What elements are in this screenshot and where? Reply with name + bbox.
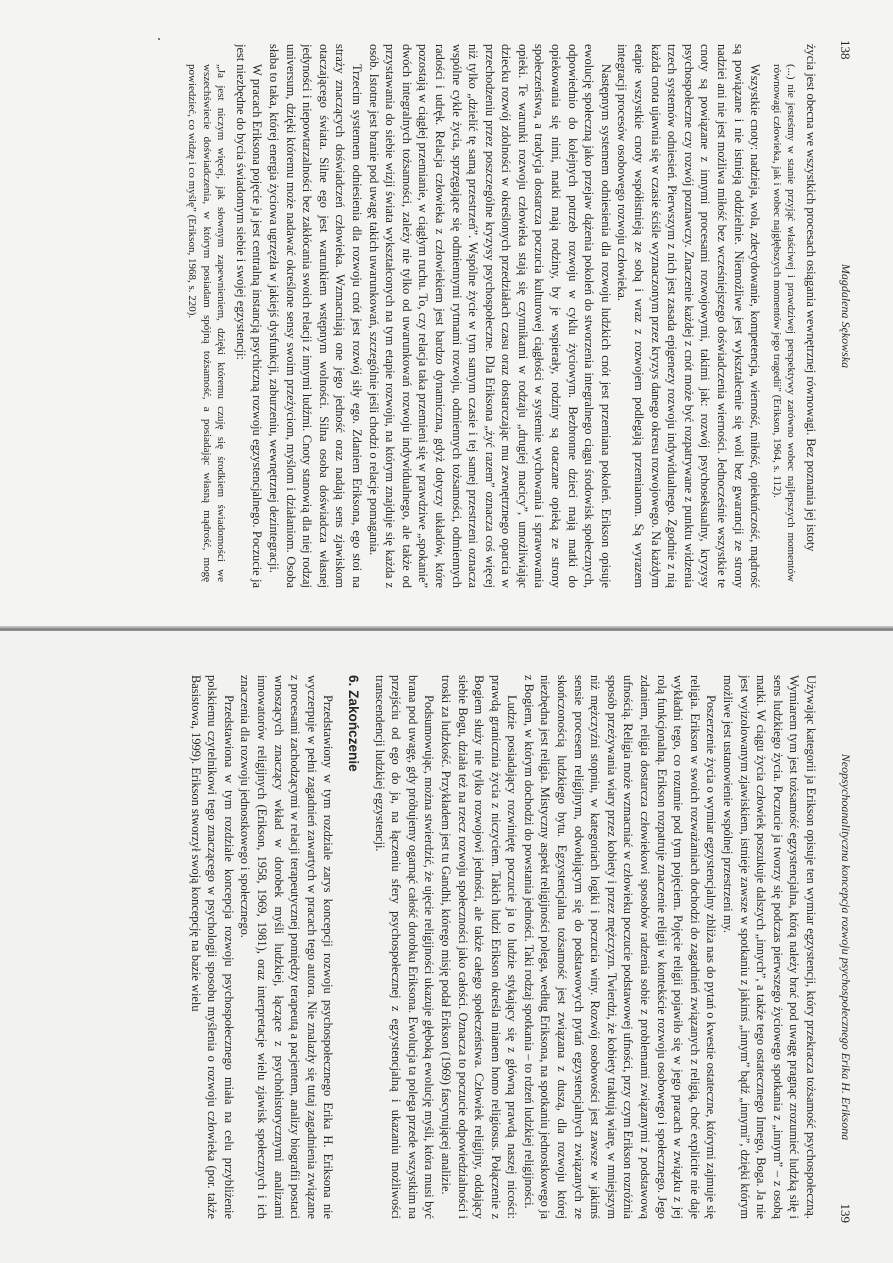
- paragraph: Wszystkie cnoty: nadzieja, wola, zdecydowanie, kompetencja, wierność, miłość, opiekuńczość, mądrość są powiązane i nie istnieją oddzielnie. Niemożliwe jest wykształcenie się woli bez gwarancji ze strony nadziei ani nie jest możliwa miłość bez wcześniejszego doświadczenia wierności. Jednocześnie wszystkie te cnoty są powiązane z innymi procesami rozwojowymi, takimi jak: rozwój psychoseksualny, kryzysy psychospołeczne czy rozwój poznawczy. Znaczenie każdej z cnót może być rozpatrywane z punktu widzenia trzech systemów odniesień. Pierwszym z nich jest zasada epigenezy rozwoju indywidualnego. Zgodnie z nią każda cnota ujawnia się w czasie ściśle wyznaczonym przez kryzys danego okresu rozwojowego. Na każdym etapie wszystkie cnoty współistnieją ze sobą i wraz z rozwojem podlegają przemianom. Są wyrazem integracji procesów osobowego rozwoju człowieka.: [615, 44, 763, 588]
- page-body: [30, 44, 819, 588]
- running-head-title: Neopsychoanalityczna koncepcja rozwoju psychospołecznego Erika H. Eriksona: [839, 753, 853, 1141]
- paragraph: Poszerzenie życia o wymiar egzystencjalny zbliża nas do pytań o kwestie ostateczne, którymi zajmuje się religia. Erikson w swoich rozważaniach dochodzi do zagadnień związanych z religią, choć explicite nie daje wykładni tego, co rozumie pod tym pojęciem. Pojęcie religii pojawiło się w jego pracach w związku z jej rolą funkcjonalną. Erikson rozpatruje znaczenie religii w kontekście rozwoju osobowego i społecznego. Jego zdaniem, religia dostarcza człowiekowi sposobów radzenia sobie z problemami związanymi z podstawową ufnością. Religia może wzmacniać w człowieku poczucie podstawowej ufności, przy czym Erikson rozróżnia sposób przeżywania wiary przez kobiety i przez mężczyzn. Twierdzi, że kobiety traktują wiarę, w mniejszym niż mężczyźni stopniu, w kategoriach logiki i poczucia winy. Rozwój osobowości jest zawsze w jakimś sensie procesem religijnym, odwołującym się do podstawowych pytań egzystencjalnych związanych ze skończonością ludzkiego bytu. Egzystencjalna tożsamość jest związana z duszą, dla rozwoju której niezbędna jest religia. Mistyczny aspekt religijności polega, według Eriksona, na spotkaniu jednostkowego ja z Bogiem, w którym dochodzi do powstania jedności. Taki rodzaj spotkania – to rdzeń ludzkiej religijności.: [521, 675, 719, 1219]
- paragraph: Następnym systemem odniesienia dla rozwoju ludzkich cnót jest przemiana pokoleń. Erikson opisuje ewolucję społeczną jako przejaw dążenia pokoleń do stworzenia integralnego ciągu środowisk społecznych, odpowiednio do kolejnych potrzeb rozwoju w cyklu życiowym. Bezbronne dzieci mają matki do opiekowania się nimi, matki mają rodziny, by je wspierały, rodziny są otaczane opieką ze strony społeczeństwa, a tradycja dostarcza poczucia kulturowej ciągłości w systemie wychowania i sprawowania opieki. Te warunki rozwoju człowieka stają się czynnikami w rodzaju „drugiej macicy”, umożliwiając dziecku rozwój zdolności w określonych przedziałach czasu oraz dostarczając mu zewnętrznego oparcia w przechodzeniu przez poszczególne kryzysy psychospołeczne. Dla Eriksona „żyć razem” oznacza coś więcej niż tylko „dzielić tę samą przestrzeń”. Wspólne życie w tym samym czasie i tej samej przestrzeni oznacza wspólne cykle życia, sprzęgające się odmiennymi rytmami rozwoju, odmiennych tożsamości, odmiennych radości i udręk. Relacja człowieka z człowiekiem jest bardzo dynamiczna, gdyż dotyczy układów, które pozostają w ciągłej przemianie, w ciągłym ruchu. To, czy relacja taka przemieni się w prawdziwe „spokanie” dwóch integralnych tożsamości, zależy nie tylko od uwarunkowań rozwoju indywidualnego, ale także od przystawania do siebie wizji świata wykształconych na tym etapie rozwoju, na którym znajduje się każda z osób. Istotne jest branie pod uwagę takich uwarunkowań, szczególnie jeśli chodzi o relacje pomagania.: [366, 44, 613, 588]
- section-heading: 6. Zakończenie: [345, 675, 361, 772]
- paragraph: W pracach Eriksona pojęcie ja jest centralną instancją psychiczną rozwoju egzystencjalnego. Poczucie ja jest niezbędne do bycia świadomym siebie i swojej egzystencji:: [233, 44, 265, 588]
- paragraph: Trzecim systemem odniesienia dla rozwoju cnót jest rozwój siły ego. Zdaniem Eriksona, ego stoi na straży znaczących doświadczeń człowieka. Wzmacniają one jego jedność oraz nadają sens zjawiskom otaczającego świata. Silne ego jest warunkiem wstępnym wolności. Silna osoba doświadcza własnej jedyności i niepowtarzalności bez zakłócania swoich relacji z innymi ludźmi. Cnoty stanowią dla niej rodzaj universum, dzięki któremu może nadawać określone sensy swoim przeżyciom, myślom i działaniom. Osoba słaba to taka, której energia życiowa ugrzęzła w jakiejś dysfunkcji, zaburzeniu, wewnętrznej dezintegracji.: [267, 44, 364, 588]
- running-header: [831, 671, 853, 1223]
- paragraph: Podsumowując, można stwierdzić, że ujęcie religijności ukazuje głęboką ewolucję myśli, która musi być brana pod uwagę, gdy próbujemy ogarnąć całość dorobku Eriksona. Ewolucja ta polega przede wszystkim na przejściu od ego do ja, na łączeniu sfery psychospołecznej z egzystencjalną i ukazaniu możliwości transcendencji ludzkiej egzystencji.: [372, 675, 437, 1219]
- running-header: [831, 40, 853, 592]
- paragraph: Ludzie posiadający rozwiniętę poczucie ja to ludzie stykający się z główną prawdą naszej nicości: prawdą granicznia życia z niczyciem. Takich ludzi Erikson określa mianem homo religiosus. Połączenie z Bogiem służy nie tylko rozwojowi jedności, ale także całego społeczeństwa. Człowiek religijny, oddający siebie Bogu, działa też na rzecz rozwoju społeczności jako całości. Oznacza to poczucie odpowiedzialności i troski za ludzkość. Przykładem jest tu Gandhi, którego misję podał Erikson (1969) fascynującej analizie.: [438, 675, 520, 1219]
- block-quote: (...) nie jesteśmy w stanie przyjąć właściwej i prawdziwej perspektywy zarówno wobec najlepszych momentów równowagi człowieka, jak i wobec najgłębszych momentów jego tragedii" (Erikson, 1964, s. 112).: [770, 64, 798, 582]
- page-number: 138: [838, 40, 853, 60]
- page-139: [0, 631, 893, 1263]
- paragraph: Używając kategorii ja Erikson opisuje ten wymiar egzystencji, który przekracza tożsamość psychospołeczną. Wymiarem tym jest tożsamość egzystencjalna, którą należy brać pod uwagę pragnąc zrozumieć ludzką siłę i sens ludzkiego życia. Poczucie ja tworzy się podczas pierwszego życiowego spotkania z „innym” – z osobą matki. W ciągu życia człowiek poszukuje dalszych „innych”, a także tego ostatecznego Innego, Boga. Ja nie jest wyizolowanym zjawiskiem, istnieje zawsze w spotkaniu z jakimś „innym” bądź „innymi”, dzięki którym możliwe jest ustanowienie wspólnej przestrzeni my.: [721, 675, 818, 1219]
- scan-speck: [158, 38, 160, 40]
- block-quote: „Ja jest niczym więcej, jak słownym zapewnieniem, dzięki któremu czuję się środkiem świadomości we wszechświecie doświadczenia, w którym posiadam spójną tożsamość, a posiadając własną mądrość, mogę powiedzieć, co widzę i co myślę” (Erikson, 1968, s. 220).: [186, 64, 228, 582]
- page-body: [30, 675, 819, 1219]
- paragraph: Przedstawiona w tym rozdziale koncepcja rozwoju psychospołecznego miała na celu przybliżenie polskiemu czytelnikowi tego znaczącego w psychologii sposobu myślenia o rozwoju człowieka (por. także Basistowa, 1999). Erikson stworzył swoją koncepcję na bazie wielu: [188, 675, 236, 1219]
- running-head-author: Magdalena Sękowska: [839, 263, 853, 369]
- paragraph: Przedstawiony w tym rozdziale zarys koncepcji rozwoju psychospołecznego Erika H. Eriksona nie wyczerpuje w pełni zagadnień zawartych w pracach tego autora. Nie znalazły się tutaj zagadnienia związane z procesami zachodzącymi w relacji terapeutycznej pomiędzy terapeutą a pacjentem, analizy biografii postaci wnoszących znaczący wkład w dorobek myśli ludzkiej, łączące z psychohistorycznymi analizami innowatorów religijnych (Erikson, 1958, 1969, 1981), oraz interpretacje wielu zjawisk społecznych i ich znaczenia dla rozwoju jednostkowego i społecznego.: [238, 675, 336, 1219]
- paragraph: życia jest obecna we wszystkich procesach osiągania wewnętrznej równowagi. Bez poznania jej istoty: [804, 44, 818, 552]
- page-139-content: [0, 631, 893, 1263]
- page-number: 139: [838, 1203, 853, 1223]
